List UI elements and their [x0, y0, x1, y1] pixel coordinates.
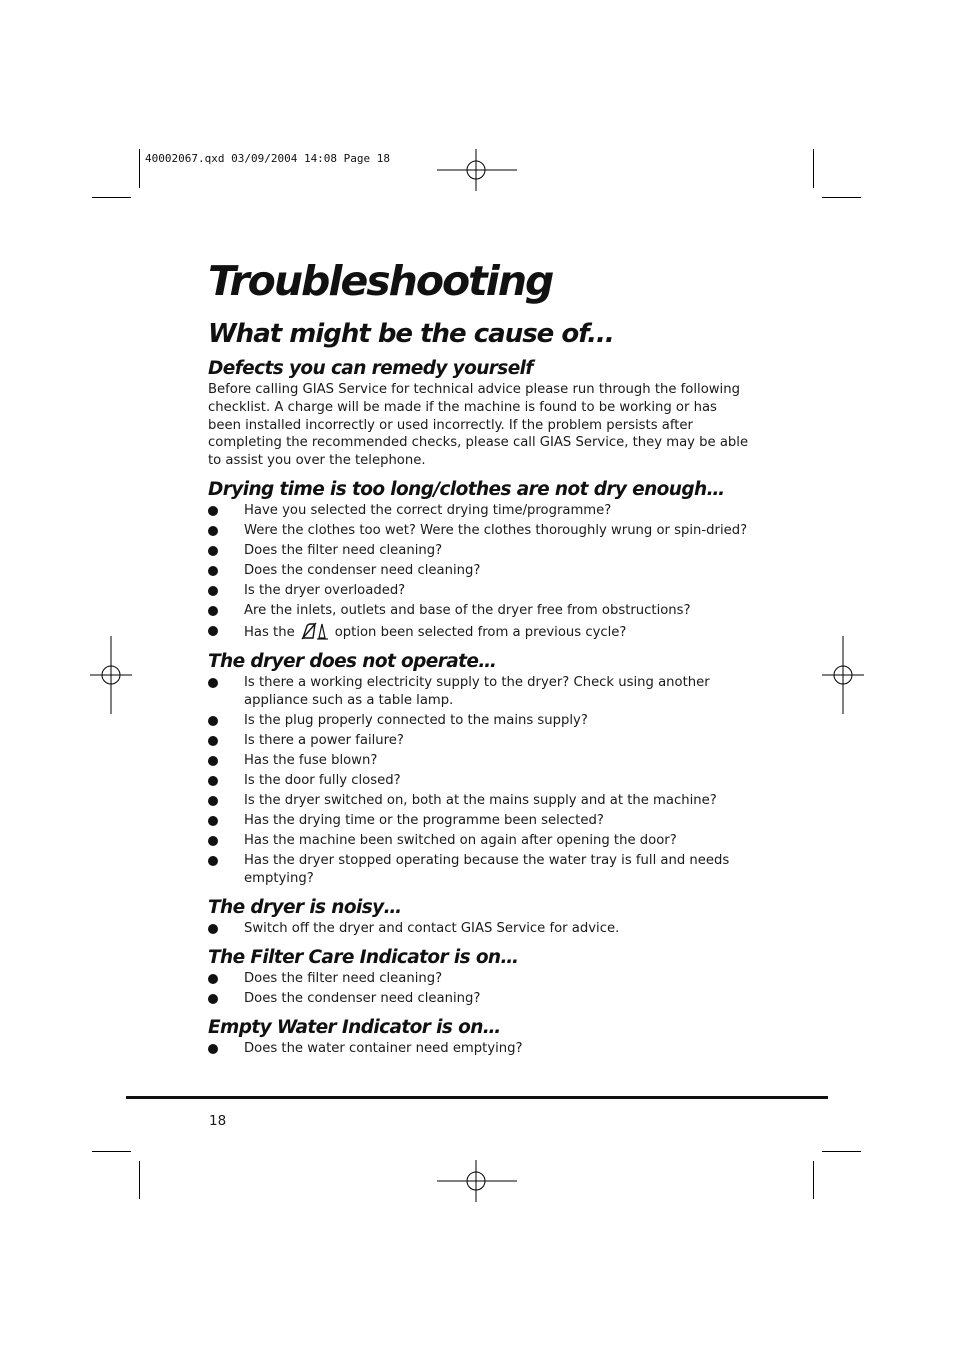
bullet-icon — [208, 626, 218, 636]
registration-mark-icon — [437, 149, 517, 191]
list-item: Is the plug properly connected to the mains supply? — [208, 712, 753, 730]
section-water — [208, 1016, 753, 1058]
bullet-icon — [208, 586, 218, 596]
crop-mark — [92, 1151, 131, 1152]
section-noisy — [208, 896, 753, 938]
no-iron-easy-care-icon — [301, 622, 329, 640]
bullet-icon — [208, 678, 218, 688]
list-item: Is the door fully closed? — [208, 772, 753, 790]
list-item: Is the dryer overloaded? — [208, 582, 753, 600]
bullet-icon — [208, 924, 218, 934]
crop-mark — [813, 149, 814, 188]
list-item: Has the option been selected from a previous cycle? — [208, 622, 753, 642]
page-number: 18 — [209, 1113, 227, 1129]
list-item: Does the filter need cleaning? — [208, 970, 753, 988]
page-content — [208, 255, 753, 1060]
bullet-icon — [208, 974, 218, 984]
registration-mark-icon — [437, 1160, 517, 1202]
list-item: Has the machine been switched on again after opening the door? — [208, 832, 753, 850]
print-slug: 40002067.qxd 03/09/2004 14:08 Page 18 — [145, 152, 391, 165]
section-heading: Empty Water Indicator is on… — [208, 1016, 501, 1038]
list-item: Are the inlets, outlets and base of the dryer free from obstructions? — [208, 602, 753, 620]
checklist — [208, 674, 753, 888]
footer-rule — [126, 1096, 828, 1099]
list-item: Does the condenser need cleaning? — [208, 990, 753, 1008]
section-heading: Defects you can remedy yourself — [208, 358, 533, 379]
page-subtitle: What might be the cause of... — [208, 319, 614, 349]
bullet-icon — [208, 1044, 218, 1054]
crop-mark — [139, 1161, 140, 1199]
section-heading: The dryer does not operate… — [208, 650, 497, 672]
list-item: Has the dryer stopped operating because the water tray is full and needs emptying? — [208, 852, 753, 888]
crop-mark — [813, 1161, 814, 1199]
list-item: Is the dryer switched on, both at the mains supply and at the machine? — [208, 792, 753, 810]
checklist — [208, 1040, 753, 1058]
section-heading: The Filter Care Indicator is on… — [208, 946, 519, 968]
crop-mark — [822, 197, 861, 198]
list-item: Does the water container need emptying? — [208, 1040, 753, 1058]
checklist — [208, 920, 753, 938]
bullet-icon — [208, 606, 218, 616]
bullet-icon — [208, 736, 218, 746]
section-defects — [208, 357, 753, 470]
crop-mark — [822, 1151, 861, 1152]
crop-mark — [92, 197, 131, 198]
bullet-icon — [208, 546, 218, 556]
bullet-icon — [208, 816, 218, 826]
bullet-icon — [208, 994, 218, 1004]
bullet-icon — [208, 566, 218, 576]
section-drying — [208, 478, 753, 642]
list-item: Switch off the dryer and contact GIAS Service for advice. — [208, 920, 753, 938]
bullet-icon — [208, 756, 218, 766]
section-heading: The dryer is noisy… — [208, 896, 402, 918]
crop-mark — [139, 149, 140, 188]
page-title: Troubleshooting — [208, 257, 553, 305]
registration-mark-icon — [90, 636, 132, 714]
list-item: Does the condenser need cleaning? — [208, 562, 753, 580]
list-item: Has the drying time or the programme been selected? — [208, 812, 753, 830]
intro-paragraph: Before calling GIAS Service for technical advice please run through the following checklist. A charge will be made if the machine is found to be working or has been installed incorrectly or used incorrectly. If the problem persists after completing the recommended checks, please call GIAS Service, they may be able to assist you over the telephone. — [208, 382, 749, 469]
list-item: Is there a power failure? — [208, 732, 753, 750]
bullet-icon — [208, 506, 218, 516]
list-item: Does the filter need cleaning? — [208, 542, 753, 560]
bullet-icon — [208, 776, 218, 786]
list-item: Were the clothes too wet? Were the clothes thoroughly wrung or spin-dried? — [208, 522, 753, 540]
checklist — [208, 970, 753, 1008]
bullet-icon — [208, 796, 218, 806]
list-item: Is there a working electricity supply to the dryer? Check using another appliance such as a table lamp. — [208, 674, 753, 710]
checklist — [208, 502, 753, 642]
bullet-icon — [208, 856, 218, 866]
registration-mark-icon — [822, 636, 864, 714]
bullet-icon — [208, 526, 218, 536]
list-item: Has the fuse blown? — [208, 752, 753, 770]
bullet-icon — [208, 716, 218, 726]
section-filter — [208, 946, 753, 1008]
section-not-operate — [208, 650, 753, 888]
bullet-icon — [208, 836, 218, 846]
section-heading: Drying time is too long/clothes are not dry enough… — [208, 478, 725, 500]
list-item: Have you selected the correct drying time/programme? — [208, 502, 753, 520]
